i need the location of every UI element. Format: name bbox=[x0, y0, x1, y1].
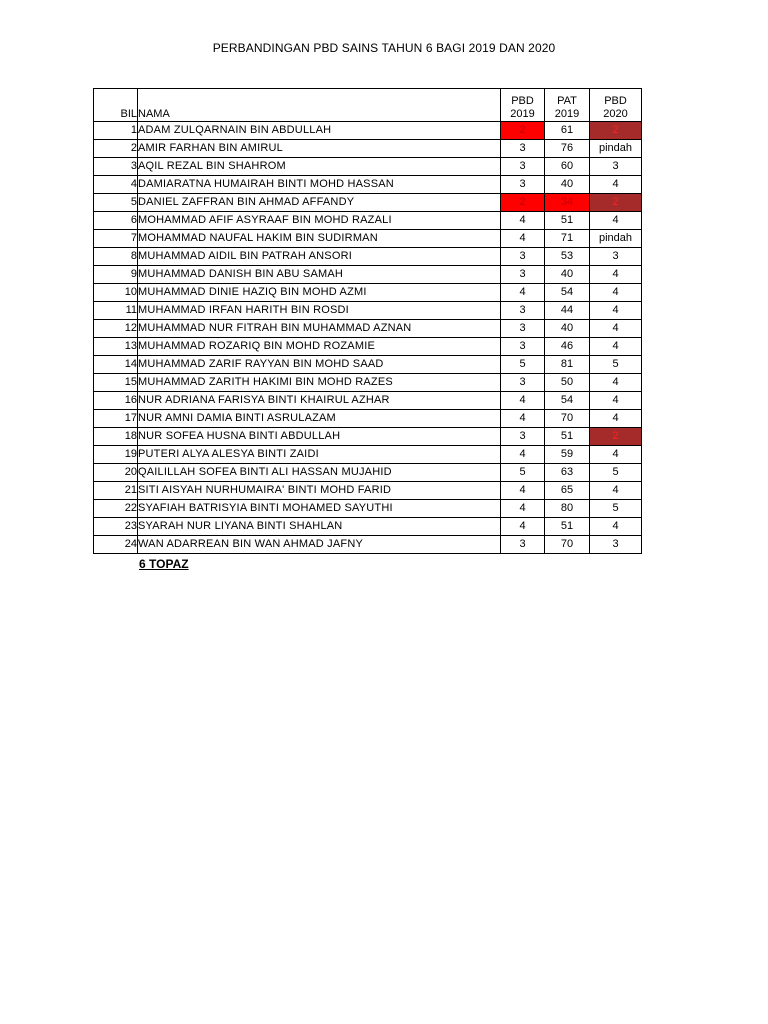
header-pat-2019 bbox=[545, 89, 590, 122]
pbd-2020-cell: 2 bbox=[590, 194, 642, 212]
student-name-cell: NUR AMNI DAMIA BINTI ASRULAZAM bbox=[138, 410, 501, 428]
row-number-cell: 5 bbox=[94, 194, 138, 212]
student-name-cell: MUHAMMAD ZARIF RAYYAN BIN MOHD SAAD bbox=[138, 356, 501, 374]
table-row bbox=[94, 284, 642, 302]
pat-2019-cell: 54 bbox=[545, 392, 590, 410]
row-number-cell: 9 bbox=[94, 266, 138, 284]
pat-2019-cell: 54 bbox=[545, 284, 590, 302]
row-number-cell: 19 bbox=[94, 446, 138, 464]
row-number-cell: 1 bbox=[94, 122, 138, 140]
pbd-2019-cell: 3 bbox=[501, 320, 545, 338]
header-bil: BIL bbox=[94, 89, 138, 122]
student-name-cell: DAMIARATNA HUMAIRAH BINTI MOHD HASSAN bbox=[138, 176, 501, 194]
header-pbd-2019 bbox=[501, 89, 545, 122]
student-name-cell: QAILILLAH SOFEA BINTI ALI HASSAN MUJAHID bbox=[138, 464, 501, 482]
row-number-cell: 22 bbox=[94, 500, 138, 518]
pbd-2019-cell: 4 bbox=[501, 410, 545, 428]
pat-2019-cell: 53 bbox=[545, 248, 590, 266]
table-row bbox=[94, 230, 642, 248]
pat-2019-cell: 71 bbox=[545, 230, 590, 248]
pbd-2019-cell: 3 bbox=[501, 158, 545, 176]
pat-2019-cell: 40 bbox=[545, 266, 590, 284]
table-row bbox=[94, 212, 642, 230]
pbd-2020-cell: 4 bbox=[590, 446, 642, 464]
student-name-cell: NUR ADRIANA FARISYA BINTI KHAIRUL AZHAR bbox=[138, 392, 501, 410]
header-row bbox=[94, 89, 642, 122]
pbd-2019-cell: 3 bbox=[501, 428, 545, 446]
header-pbd-2019-top: PBD bbox=[511, 95, 534, 107]
row-number-cell: 23 bbox=[94, 518, 138, 536]
pbd-2020-cell: pindah bbox=[590, 230, 642, 248]
row-number-cell: 6 bbox=[94, 212, 138, 230]
table-row bbox=[94, 392, 642, 410]
pat-2019-cell: 59 bbox=[545, 446, 590, 464]
pat-2019-cell: 70 bbox=[545, 410, 590, 428]
pbd-2020-cell: 3 bbox=[590, 248, 642, 266]
pat-2019-cell: 61 bbox=[545, 122, 590, 140]
table-row bbox=[94, 518, 642, 536]
row-number-cell: 15 bbox=[94, 374, 138, 392]
header-pbd-2020-top: PBD bbox=[604, 95, 627, 107]
pat-2019-cell: 51 bbox=[545, 518, 590, 536]
pbd-2020-cell: 4 bbox=[590, 410, 642, 428]
pbd-2019-cell: 4 bbox=[501, 212, 545, 230]
student-name-cell: NUR SOFEA HUSNA BINTI ABDULLAH bbox=[138, 428, 501, 446]
pbd-2020-cell: 4 bbox=[590, 266, 642, 284]
pbd-2019-cell: 4 bbox=[501, 482, 545, 500]
pbd-2019-cell: 5 bbox=[501, 464, 545, 482]
pbd-2020-cell: 2 bbox=[590, 428, 642, 446]
row-number-cell: 14 bbox=[94, 356, 138, 374]
pbd-2020-cell: 4 bbox=[590, 482, 642, 500]
table-row bbox=[94, 158, 642, 176]
row-number-cell: 17 bbox=[94, 410, 138, 428]
pbd-2020-cell: 4 bbox=[590, 302, 642, 320]
header-nama: NAMA bbox=[138, 89, 501, 122]
pbd-2019-cell: 3 bbox=[501, 302, 545, 320]
row-number-cell: 13 bbox=[94, 338, 138, 356]
row-number-cell: 4 bbox=[94, 176, 138, 194]
results-table bbox=[93, 88, 642, 554]
table-row bbox=[94, 248, 642, 266]
pbd-2019-cell: 5 bbox=[501, 356, 545, 374]
table-row bbox=[94, 428, 642, 446]
pat-2019-cell: 76 bbox=[545, 140, 590, 158]
student-name-cell: MUHAMMAD ROZARIQ BIN MOHD ROZAMIE bbox=[138, 338, 501, 356]
pbd-2020-cell: 5 bbox=[590, 356, 642, 374]
student-name-cell: MUHAMMAD ZARITH HAKIMI BIN MOHD RAZES bbox=[138, 374, 501, 392]
pbd-2020-cell: 4 bbox=[590, 284, 642, 302]
header-pbd-2020 bbox=[590, 89, 642, 122]
pbd-2020-cell: 3 bbox=[590, 158, 642, 176]
table-row bbox=[94, 536, 642, 554]
row-number-cell: 18 bbox=[94, 428, 138, 446]
table-row bbox=[94, 446, 642, 464]
pbd-2019-cell: 4 bbox=[501, 392, 545, 410]
student-name-cell: WAN ADARREAN BIN WAN AHMAD JAFNY bbox=[138, 536, 501, 554]
table-row bbox=[94, 302, 642, 320]
pbd-2019-cell: 2 bbox=[501, 194, 545, 212]
pat-2019-cell: 40 bbox=[545, 320, 590, 338]
table-row bbox=[94, 500, 642, 518]
table-row bbox=[94, 176, 642, 194]
pbd-2019-cell: 4 bbox=[501, 500, 545, 518]
student-name-cell: MUHAMMAD DANISH BIN ABU SAMAH bbox=[138, 266, 501, 284]
pbd-2019-cell: 4 bbox=[501, 518, 545, 536]
student-name-cell: MOHAMMAD NAUFAL HAKIM BIN SUDIRMAN bbox=[138, 230, 501, 248]
class-name-label: 6 TOPAZ bbox=[139, 557, 189, 571]
pbd-2020-cell: 4 bbox=[590, 374, 642, 392]
student-name-cell: MOHAMMAD AFIF ASYRAAF BIN MOHD RAZALI bbox=[138, 212, 501, 230]
table-row bbox=[94, 356, 642, 374]
student-name-cell: AMIR FARHAN BIN AMIRUL bbox=[138, 140, 501, 158]
row-number-cell: 11 bbox=[94, 302, 138, 320]
student-name-cell: MUHAMMAD IRFAN HARITH BIN ROSDI bbox=[138, 302, 501, 320]
student-name-cell: DANIEL ZAFFRAN BIN AHMAD AFFANDY bbox=[138, 194, 501, 212]
pbd-2020-cell: 2 bbox=[590, 122, 642, 140]
pbd-2020-cell: 4 bbox=[590, 212, 642, 230]
student-name-cell: AQIL REZAL BIN SHAHROM bbox=[138, 158, 501, 176]
document-title: PERBANDINGAN PBD SAINS TAHUN 6 BAGI 2019 DAN 2020 bbox=[212, 41, 556, 55]
pat-2019-cell: 50 bbox=[545, 374, 590, 392]
table-row bbox=[94, 464, 642, 482]
pat-2019-cell: 60 bbox=[545, 158, 590, 176]
table-row bbox=[94, 410, 642, 428]
pbd-2019-cell: 4 bbox=[501, 284, 545, 302]
pbd-2020-cell: 5 bbox=[590, 464, 642, 482]
pat-2019-cell: 81 bbox=[545, 356, 590, 374]
pbd-2019-cell: 4 bbox=[501, 230, 545, 248]
student-name-cell: PUTERI ALYA ALESYA BINTI ZAIDI bbox=[138, 446, 501, 464]
student-name-cell: MUHAMMAD AIDIL BIN PATRAH ANSORI bbox=[138, 248, 501, 266]
table-row bbox=[94, 122, 642, 140]
header-pat-2019-top: PAT bbox=[557, 95, 577, 107]
row-number-cell: 10 bbox=[94, 284, 138, 302]
pbd-2019-cell: 3 bbox=[501, 266, 545, 284]
pbd-2020-cell: 4 bbox=[590, 392, 642, 410]
pbd-2019-cell: 3 bbox=[501, 248, 545, 266]
student-name-cell: MUHAMMAD DINIE HAZIQ BIN MOHD AZMI bbox=[138, 284, 501, 302]
pbd-2019-cell: 2 bbox=[501, 122, 545, 140]
pat-2019-cell: 44 bbox=[545, 302, 590, 320]
student-name-cell: SITI AISYAH NURHUMAIRA' BINTI MOHD FARID bbox=[138, 482, 501, 500]
table-row bbox=[94, 482, 642, 500]
pbd-2020-cell: 4 bbox=[590, 338, 642, 356]
table-row bbox=[94, 140, 642, 158]
table-row bbox=[94, 266, 642, 284]
pat-2019-cell: 63 bbox=[545, 464, 590, 482]
row-number-cell: 16 bbox=[94, 392, 138, 410]
pat-2019-cell: 51 bbox=[545, 428, 590, 446]
row-number-cell: 7 bbox=[94, 230, 138, 248]
pat-2019-cell: 46 bbox=[545, 338, 590, 356]
student-name-cell: SYARAH NUR LIYANA BINTI SHAHLAN bbox=[138, 518, 501, 536]
pbd-2019-cell: 3 bbox=[501, 536, 545, 554]
student-name-cell: ADAM ZULQARNAIN BIN ABDULLAH bbox=[138, 122, 501, 140]
table-row bbox=[94, 374, 642, 392]
row-number-cell: 12 bbox=[94, 320, 138, 338]
row-number-cell: 24 bbox=[94, 536, 138, 554]
pat-2019-cell: 65 bbox=[545, 482, 590, 500]
student-name-cell: MUHAMMAD NUR FITRAH BIN MUHAMMAD AZNAN bbox=[138, 320, 501, 338]
row-number-cell: 8 bbox=[94, 248, 138, 266]
header-pbd-2019-bottom: 2019 bbox=[510, 108, 535, 120]
pbd-2020-cell: pindah bbox=[590, 140, 642, 158]
row-number-cell: 3 bbox=[94, 158, 138, 176]
table-row bbox=[94, 320, 642, 338]
row-number-cell: 2 bbox=[94, 140, 138, 158]
pat-2019-cell: 70 bbox=[545, 536, 590, 554]
pat-2019-cell: 80 bbox=[545, 500, 590, 518]
table-row bbox=[94, 338, 642, 356]
pbd-2020-cell: 4 bbox=[590, 320, 642, 338]
pbd-2019-cell: 3 bbox=[501, 176, 545, 194]
table-row bbox=[94, 194, 642, 212]
pbd-2020-cell: 3 bbox=[590, 536, 642, 554]
pbd-2019-cell: 3 bbox=[501, 374, 545, 392]
pbd-2020-cell: 4 bbox=[590, 176, 642, 194]
pat-2019-cell: 40 bbox=[545, 176, 590, 194]
student-name-cell: SYAFIAH BATRISYIA BINTI MOHAMED SAYUTHI bbox=[138, 500, 501, 518]
pat-2019-cell: 34 bbox=[545, 194, 590, 212]
row-number-cell: 21 bbox=[94, 482, 138, 500]
pbd-2019-cell: 4 bbox=[501, 446, 545, 464]
pbd-2020-cell: 4 bbox=[590, 518, 642, 536]
header-pat-2019-bottom: 2019 bbox=[554, 108, 580, 120]
pbd-2020-cell: 5 bbox=[590, 500, 642, 518]
table-body bbox=[94, 122, 642, 554]
header-pbd-2020-bottom: 2020 bbox=[603, 108, 628, 120]
pat-2019-cell: 51 bbox=[545, 212, 590, 230]
pbd-2019-cell: 3 bbox=[501, 140, 545, 158]
pbd-2019-cell: 3 bbox=[501, 338, 545, 356]
row-number-cell: 20 bbox=[94, 464, 138, 482]
